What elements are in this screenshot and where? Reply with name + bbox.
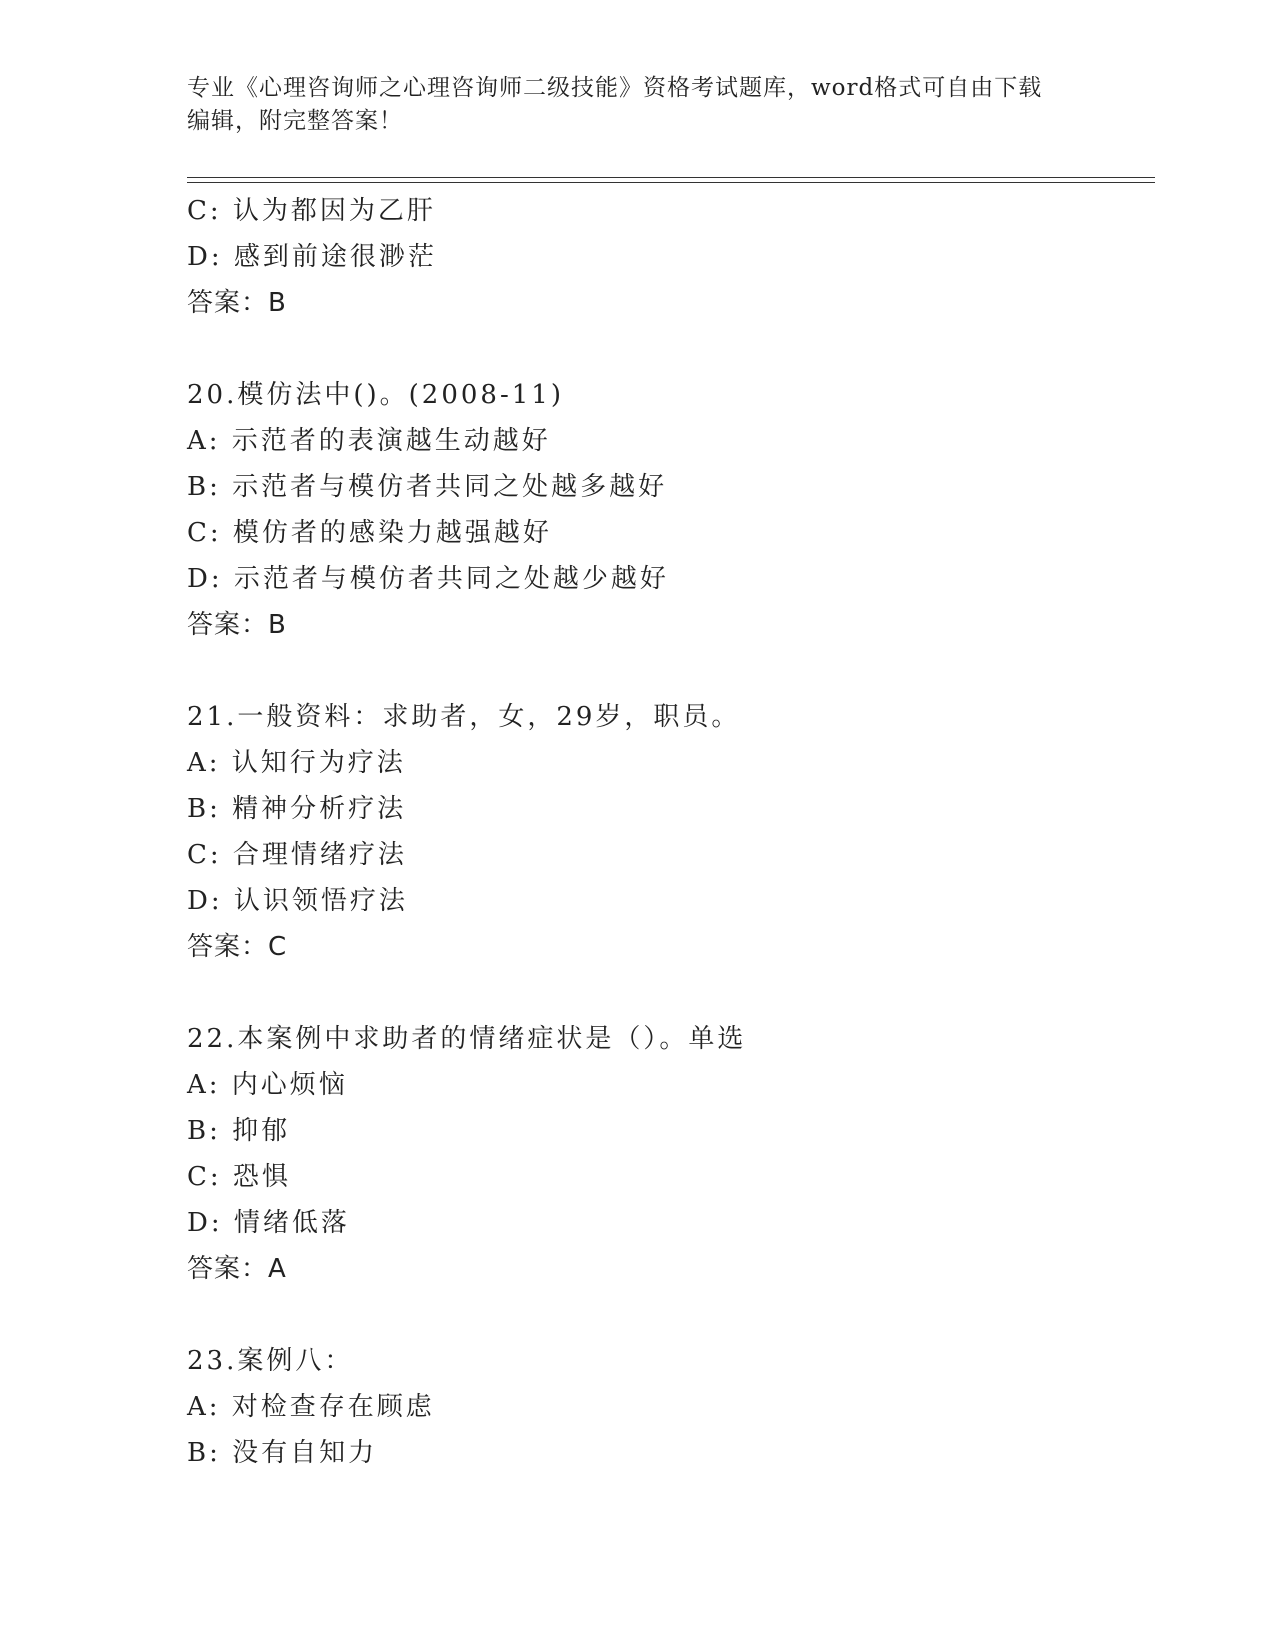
question-block-partial xyxy=(187,188,1147,326)
spacer xyxy=(187,970,1147,1016)
option-c: C: 认为都因为乙肝 xyxy=(187,196,436,226)
header-line-1: 专业《心理咨询师之心理咨询师二级技能》资格考试题库，word格式可自由下载 xyxy=(187,75,1043,101)
option-a: A: 内心烦恼 xyxy=(187,1070,348,1100)
question-block-23 xyxy=(187,1338,1147,1476)
question-block-21 xyxy=(187,694,1147,970)
question-block-22 xyxy=(187,1016,1147,1292)
option-d: D: 认识领悟疗法 xyxy=(187,886,408,916)
document-header xyxy=(187,72,1087,138)
question-stem: 20.模仿法中()。(2008-11) xyxy=(187,380,564,410)
question-block-20 xyxy=(187,372,1147,648)
answer-line: 答案：C xyxy=(187,932,288,962)
answer-line: 答案：A xyxy=(187,1254,287,1284)
question-stem: 23.案例八： xyxy=(187,1346,354,1376)
option-b: B: 抑郁 xyxy=(187,1116,291,1146)
option-a: A: 示范者的表演越生动越好 xyxy=(187,426,551,456)
header-line-2: 编辑，附完整答案！ xyxy=(187,108,403,134)
option-a: A: 对检查存在顾虑 xyxy=(187,1392,435,1422)
spacer xyxy=(187,326,1147,372)
spacer xyxy=(187,648,1147,694)
answer-line: 答案：B xyxy=(187,288,287,318)
header-rule-top xyxy=(187,177,1155,178)
option-a: A: 认知行为疗法 xyxy=(187,748,406,778)
answer-line: 答案：B xyxy=(187,610,287,640)
option-d: D: 情绪低落 xyxy=(187,1208,350,1238)
option-c: C: 合理情绪疗法 xyxy=(187,840,407,870)
option-b: B: 示范者与模仿者共同之处越多越好 xyxy=(187,472,668,502)
option-b: B: 没有自知力 xyxy=(187,1438,378,1468)
option-d: D: 示范者与模仿者共同之处越少越好 xyxy=(187,564,669,594)
question-list xyxy=(187,188,1147,1476)
option-d: D: 感到前途很渺茫 xyxy=(187,242,437,272)
header-rule-bottom xyxy=(187,182,1155,183)
option-b: B: 精神分析疗法 xyxy=(187,794,407,824)
question-stem: 22.本案例中求助者的情绪症状是（）。单选 xyxy=(187,1024,747,1054)
option-c: C: 恐惧 xyxy=(187,1162,291,1192)
option-c: C: 模仿者的感染力越强越好 xyxy=(187,518,552,548)
question-stem: 21.一般资料：求助者，女，29岁，职员。 xyxy=(187,702,741,732)
spacer xyxy=(187,1292,1147,1338)
